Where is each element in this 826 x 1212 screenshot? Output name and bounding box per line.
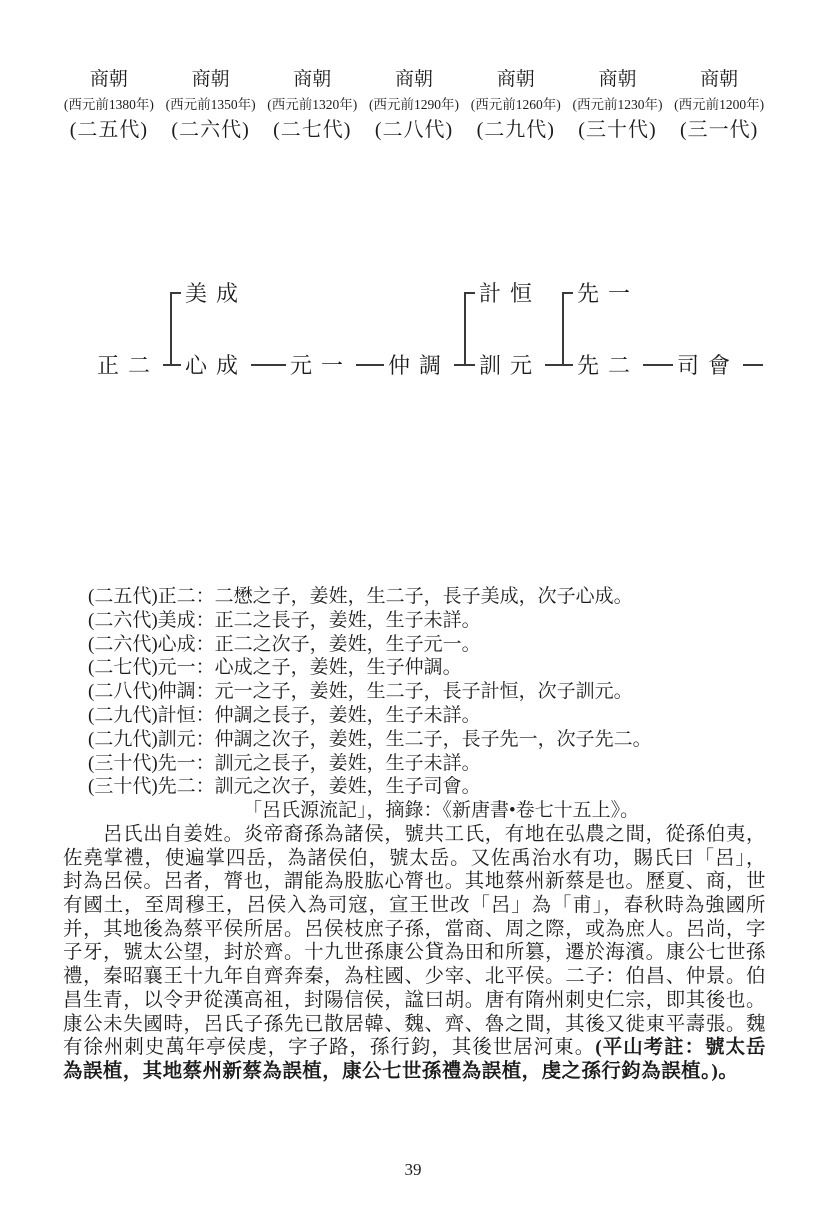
generation-label: (二五代) xyxy=(69,119,149,141)
year-label: (西元前1200年) xyxy=(674,97,765,112)
dynasty-label: 商朝 xyxy=(496,69,535,90)
generation-entry: (二六代)心成：正二之次子，姜姓，生子元一。 xyxy=(88,633,481,655)
tree-node-xincheng: 心成 xyxy=(181,353,251,379)
page-number: 39 xyxy=(404,1160,422,1179)
year-label: (西元前1290年) xyxy=(369,97,460,112)
genealogy-tree xyxy=(0,0,826,440)
tree-node-xianyi: 先一 xyxy=(573,281,643,307)
generation-label: (三十代) xyxy=(578,119,657,141)
dynasty-label: 商朝 xyxy=(89,69,128,90)
generation-label: (三一代) xyxy=(680,119,759,141)
annotator-note: (平山考註：號太岳為誤植，其地蔡州新蔡為誤植，康公七世孫禮為誤植，虔之孫行鈞為誤植。)。 xyxy=(63,1037,766,1082)
dynasty-label: 商朝 xyxy=(700,69,739,90)
generation-entries xyxy=(88,585,766,799)
dynasty-label: 商朝 xyxy=(598,69,637,90)
tree-branch-line xyxy=(464,292,466,366)
tree-branch-line xyxy=(562,292,564,366)
tree-node-meicheng: 美成 xyxy=(181,281,251,307)
tree-node-xunyuan: 訓元 xyxy=(475,353,545,379)
tree-node-sihui: 司會 xyxy=(673,353,743,379)
dynasty-label: 商朝 xyxy=(191,69,230,90)
generation-entry: (二九代)訓元：仲調之次子，姜姓，生二子，長子先一，次子先二。 xyxy=(88,728,652,750)
generation-entry: (二六代)美成：正二之長子，姜姓，生子未詳。 xyxy=(88,609,481,631)
year-label: (西元前1380年) xyxy=(63,97,154,112)
generation-entry: (二八代)仲調：元一之子，姜姓，生二子，長子計恒，次子訓元。 xyxy=(88,681,633,703)
generation-entry: (三十代)先一：訓元之長子，姜姓，生子未詳。 xyxy=(88,752,481,774)
lineage-paragraph xyxy=(63,823,766,1084)
tree-branch-line xyxy=(170,292,172,366)
source-citation: 「呂氏源流記」，摘錄：《新唐書•卷七十五上》。 xyxy=(243,800,640,822)
body-text xyxy=(63,585,766,1084)
generation-label: (二六代) xyxy=(171,119,250,141)
generation-entry: (二五代)正二：二懋之子，姜姓，生二子，長子美成，次子心成。 xyxy=(88,586,633,607)
year-label: (西元前1350年) xyxy=(165,97,256,112)
tree-node-xianer: 先二 xyxy=(573,353,643,379)
year-label: (西元前1320年) xyxy=(267,97,358,112)
generation-entry: (二七代)元一：心成之子，姜姓，生子仲調。 xyxy=(88,657,462,679)
generation-entry: (三十代)先二：訓元之次子，姜姓，生子司會。 xyxy=(88,776,481,798)
generation-label: (二八代) xyxy=(374,119,454,141)
lineage-paragraph-text: 呂氏出自姜姓。炎帝裔孫為諸侯，號共工氏，有地在弘農之間，從孫伯夷，佐堯掌禮，使遍掌四岳，為諸侯伯，號太岳。又佐禹治水有功，賜氏曰「呂」，封為呂侯。呂者，膂也，謂能為股肱心膂也。其地蔡州新蔡是也。歷夏、商，世有國土，至周穆王，呂侯入為司寇，宣王世改「呂」為「甫」，春秋時為強國所并，其地後為蔡平侯所居。呂侯枝庶子孫，當商、周之際，或為庶人。呂尚，字子牙，號太公望，封於齊。十九世孫康公貸為田和所篡，遷於海濱。康公七世孫禮，秦昭襄王十九年自齊奔秦，為柱國、少宰、北平侯。二子：伯昌、仲景。伯昌生青，以令尹從漢高祖，封陽信侯，諡曰胡。唐有隋州刺史仁宗，即其後也。康公未失國時，呂氏子孫先已散居韓、魏、齊、魯之間，其後又徙東平壽張。魏有徐州刺史萬年亭侯虔，字子路，孫行鈞，其後世居河東。 xyxy=(63,823,766,1059)
tree-node-zhongdiao: 仲調 xyxy=(384,353,454,379)
tree-node-jiheng: 計恒 xyxy=(475,281,545,307)
generation-label: (二九代) xyxy=(476,119,555,141)
dynasty-label: 商朝 xyxy=(293,69,332,90)
generation-entry: (二九代)計恒：仲調之長子，姜姓，生子未詳。 xyxy=(88,704,481,726)
dynasty-label: 商朝 xyxy=(395,69,434,90)
tree-node-zhenger: 正二 xyxy=(93,353,163,379)
year-label: (西元前1260年) xyxy=(470,97,561,112)
tree-node-yuanyi: 元一 xyxy=(286,353,356,379)
year-label: (西元前1230年) xyxy=(572,97,663,112)
generation-label: (二七代) xyxy=(273,119,352,141)
